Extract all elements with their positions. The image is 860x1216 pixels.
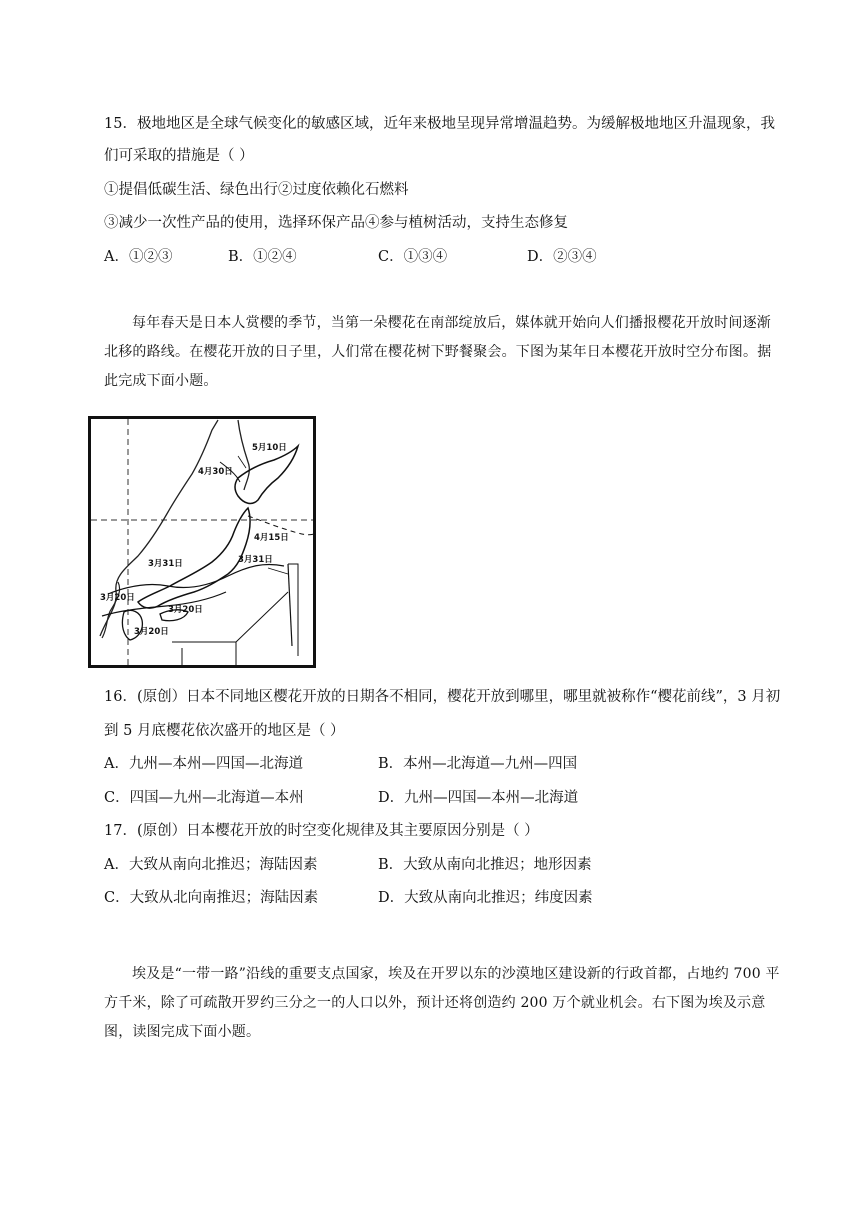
passage-cherry-blossom-text: 每年春天是日本人赏樱的季节，当第一朵樱花在南部绽放后，媒体就开始向人们播报樱花开放时间逐渐北移的路线。在樱花开放的日子里，人们常在樱花树下野餐聚会。下图为某年日本樱花开放时空分布图。据此完成下面小题。 (104, 315, 772, 389)
q15-option-a[interactable]: A．①②③ (104, 249, 173, 265)
q17-option-c[interactable]: C．大致从北向南推迟；海陆因素 (104, 890, 319, 906)
q17-option-a[interactable]: A．大致从南向北推迟；海陆因素 (104, 857, 318, 873)
q17-option-b[interactable]: B．大致从南向北推迟；地形因素 (378, 857, 592, 873)
q15-option-d[interactable]: D．②③④ (527, 249, 597, 265)
passage-egypt (104, 960, 784, 1047)
q15-item-line1: ①提倡低碳生活、绿色出行②过度依赖化石燃料 (104, 182, 409, 198)
q15-stem-line1: 15．极地地区是全球气候变化的敏感区域，近年来极地呈现异常增温趋势。为缓解极地地区升温现象，我 (104, 116, 775, 132)
q16-option-b[interactable]: B．本州—北海道—九州—四国 (378, 756, 578, 772)
passage-egypt-text: 埃及是“一带一路”沿线的重要支点国家，埃及在开罗以东的沙漠地区建设新的行政首都，占地约 700 平方千米，除了可疏散开罗约三分之一的人口以外，预计还将创造约 200 万个就业机会。右下图为埃及示意图，读图完成下面小题。 (104, 966, 780, 1040)
map-label-mar31-east: 3月31日 (238, 555, 273, 565)
q15-stem-line2: 们可采取的措施是（ ） (104, 148, 254, 164)
q17-option-d[interactable]: D．大致从南向北推迟；纬度因素 (378, 890, 593, 906)
map-label-mar20-west: 3月20日 (100, 593, 135, 603)
map-label-apr15: 4月15日 (254, 533, 289, 543)
q16-option-a[interactable]: A．九州—本州—四国—北海道 (104, 756, 303, 772)
map-label-apr30: 4月30日 (198, 467, 233, 477)
q15-option-c[interactable]: C．①③④ (378, 249, 448, 265)
q16-stem-line2: 到 5 月底樱花依次盛开的地区是（ ） (104, 723, 345, 739)
q15-item-line2: ③减少一次性产品的使用，选择环保产品④参与植树活动，支持生态修复 (104, 215, 568, 231)
q16-option-d[interactable]: D．九州—四国—本州—北海道 (378, 790, 579, 806)
map-label-mar31-west: 3月31日 (148, 559, 183, 569)
map-label-mar20-south: 3月20日 (134, 627, 169, 637)
q15-option-b[interactable]: B．①②④ (228, 249, 297, 265)
q16-option-c[interactable]: C．四国—九州—北海道—本州 (104, 790, 304, 806)
passage-cherry-blossom (104, 309, 784, 396)
map-label-mar20-mid: 3月20日 (168, 605, 203, 615)
q16-stem-line1: 16．(原创）日本不同地区樱花开放的日期各不相同，樱花开放到哪里，哪里就被称作“樱花前线”，3 月初 (104, 689, 781, 705)
q17-stem: 17．(原创）日本樱花开放的时空变化规律及其主要原因分别是（ ） (104, 823, 539, 839)
japan-cherry-blossom-map (88, 416, 316, 668)
map-label-may10: 5月10日 (252, 443, 287, 453)
